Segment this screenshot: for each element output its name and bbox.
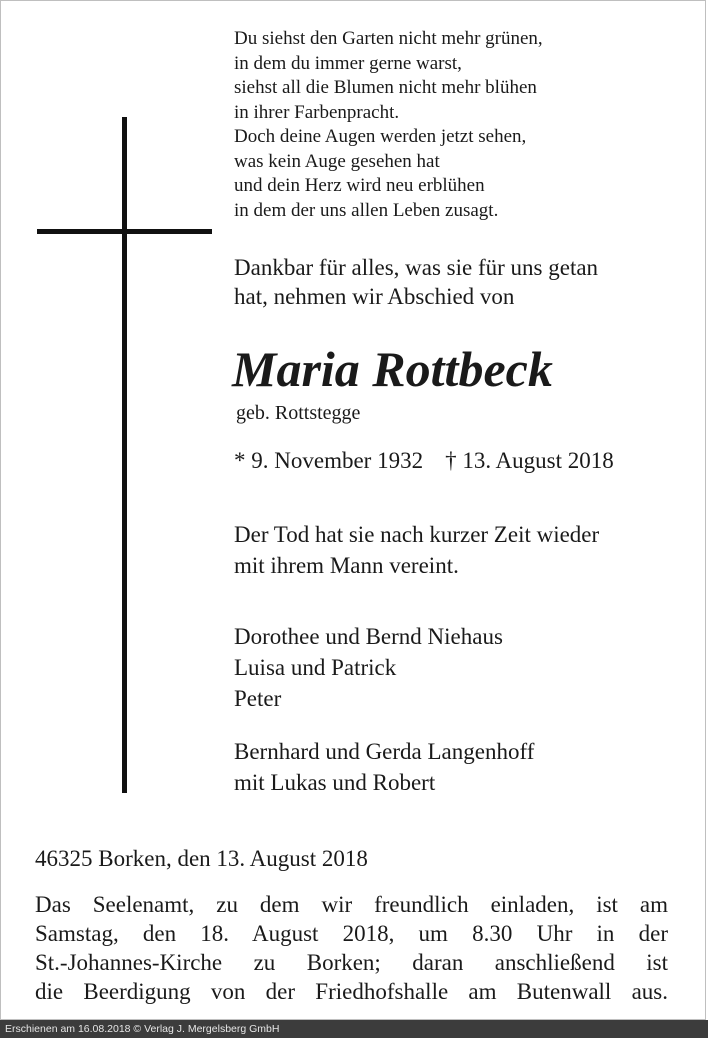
family-member: Luisa und Patrick [234, 655, 397, 680]
family-member: Bernhard und Gerda Langenhoff [234, 739, 535, 764]
place-and-date: 46325 Borken, den 13. August 2018 [35, 846, 368, 871]
family-group-2 [234, 736, 534, 798]
intro-text [234, 253, 694, 311]
funeral-service-text [35, 890, 668, 1006]
life-dates [234, 446, 614, 475]
service-line: Das Seelenamt, zu dem wir freundlich einladen, ist am [35, 892, 668, 917]
poem-line: in dem du immer gerne warst, [234, 52, 462, 74]
family-member: Dorothee und Bernd Niehaus [234, 624, 503, 649]
service-line: die Beerdigung von der Friedhofshalle am Butenwall aus. [35, 979, 668, 1004]
death-date: † 13. August 2018 [445, 448, 614, 473]
reunited-line: Der Tod hat sie nach kurzer Zeit wieder [234, 522, 600, 547]
reunited-text [234, 519, 599, 581]
family-group-1 [234, 621, 503, 714]
poem-line: Du siehst den Garten nicht mehr grünen, [234, 28, 543, 49]
service-line: St.-Johannes-Kirche zu Borken; daran anschließend ist [35, 950, 668, 975]
poem-line: und dein Herz wird neu erblühen [234, 175, 485, 196]
family-member: Peter [234, 686, 282, 711]
intro-line: Dankbar für alles, was sie für uns getan [234, 255, 599, 280]
service-line: Samstag, den 18. August 2018, um 8.30 Uhr in der [35, 921, 668, 946]
reunited-line: mit ihrem Mann vereint. [234, 553, 459, 578]
intro-line: hat, nehmen wir Abschied von [234, 284, 515, 309]
family-member: mit Lukas und Robert [234, 770, 436, 795]
poem [234, 27, 674, 223]
cross-horizontal-bar [37, 229, 212, 234]
poem-line: in ihrer Farbenpracht. [234, 101, 400, 123]
deceased-name: Maria Rottbeck [232, 341, 553, 397]
poem-line: Doch deine Augen werden jetzt sehen, [234, 126, 527, 147]
poem-line: was kein Auge gesehen hat [234, 150, 440, 172]
poem-line: in dem der uns allen Leben zusagt. [234, 199, 499, 221]
maiden-name: geb. Rottstegge [236, 402, 361, 424]
poem-line: siehst all die Blumen nicht mehr blühen [234, 77, 537, 98]
publication-footer: Erschienen am 16.08.2018 © Verlag J. Mergelsberg GmbH [0, 1020, 708, 1038]
cross-vertical-bar [122, 117, 127, 793]
birth-date: * 9. November 1932 [234, 448, 424, 473]
